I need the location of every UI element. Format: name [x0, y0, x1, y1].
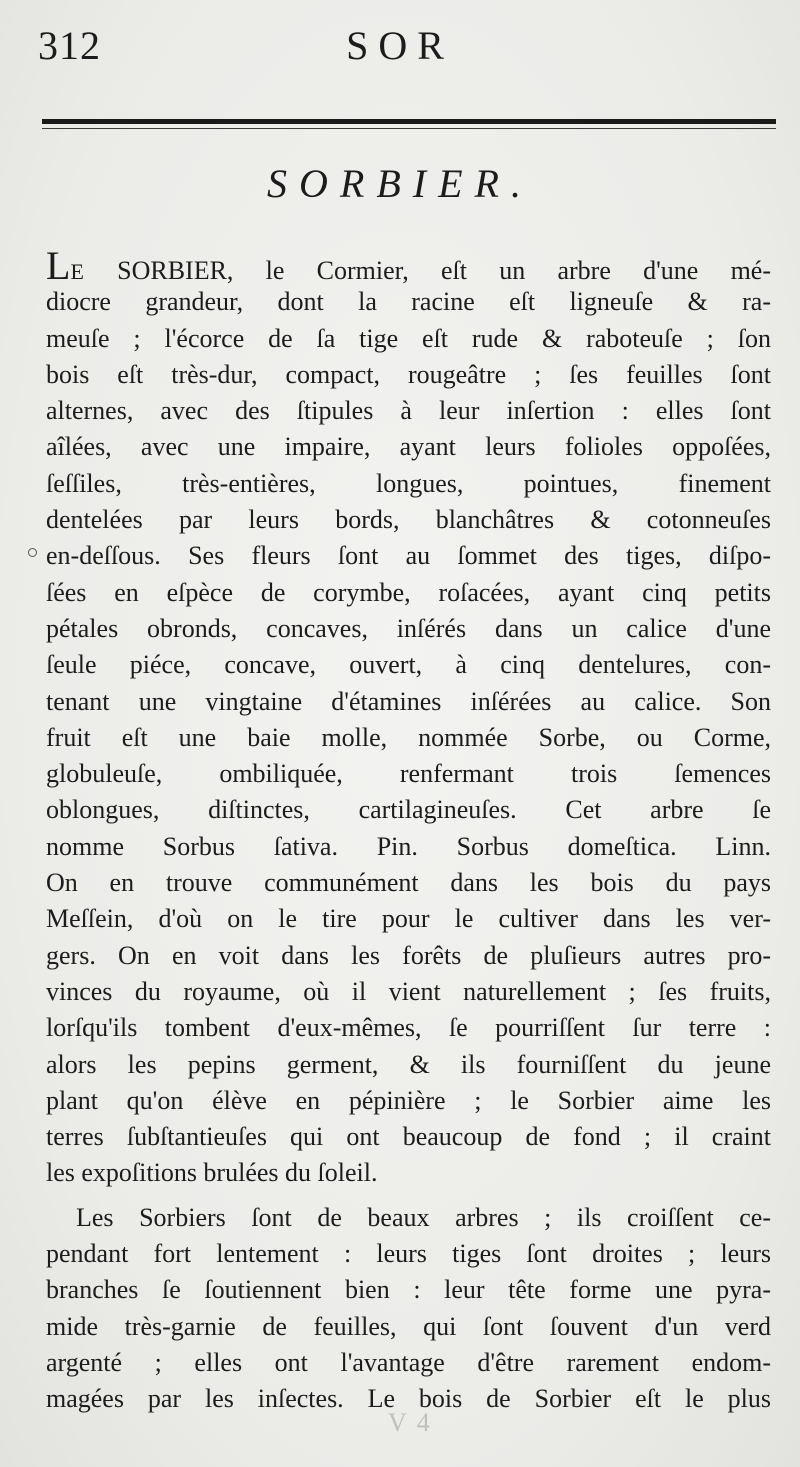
text-line: dentelées par leurs bords, blanchâtres & cotonneuſes — [46, 505, 771, 535]
signature-mark: V 4 — [388, 1408, 432, 1437]
header-rule-thick — [42, 119, 776, 124]
text-line: pétales obronds, concaves, inſérés dans un calice d'une — [46, 613, 771, 643]
paragraph-1 — [46, 248, 771, 1192]
text-line: Les Sorbiers ſont de beaux arbres ; ils croiſſent ce- — [76, 1202, 771, 1232]
text-line: nomme Sorbus ſativa. Pin. Sorbus domeſtica. Linn. — [46, 831, 771, 861]
text-line: magées par les inſectes. Le bois de Sorbier eſt le plus — [46, 1384, 771, 1414]
page-number: 312 — [38, 23, 101, 68]
drop-cap: L — [46, 248, 71, 285]
text-line: On en trouve communément dans les bois du pays — [46, 868, 771, 898]
small-cap: E — [70, 259, 85, 284]
text-line: plant qu'on élève en pépinière ; le Sorbier aime les — [46, 1085, 771, 1115]
text-line: en-deſſous. Ses fleurs ſont au ſommet des tiges, diſpo- — [46, 541, 771, 571]
text-line: diocre grandeur, dont la racine eſt ligneuſe & ra- — [46, 287, 771, 317]
text-line: bois eſt très-dur, compact, rougeâtre ; ſes feuilles ſont — [46, 359, 771, 389]
text-line: globuleuſe, ombiliquée, renfermant trois ſemences — [46, 759, 771, 789]
text-line: gers. On en voit dans les forêts de pluſieurs autres pro- — [46, 940, 771, 970]
text-line: alternes, avec des ſtipules à leur inſertion : elles ſont — [46, 396, 771, 426]
article-title: SORBIER. — [267, 161, 533, 206]
article-body — [46, 248, 771, 1418]
margin-mark — [28, 548, 37, 557]
text-line: Meſſein, d'où on le tire pour le cultiver dans les ver- — [46, 904, 771, 934]
text-line: les expoſitions brulées du ſoleil. — [46, 1158, 378, 1188]
text-line: tenant une vingtaine d'étamines inſérées au calice. Son — [46, 686, 771, 716]
running-head: SOR — [346, 23, 454, 68]
text-line: alors les pepins germent, & ils fourniſſent du jeune — [46, 1049, 771, 1079]
text-line: lorſqu'ils tombent d'eux-mêmes, ſe pourriſſent ſur terre : — [46, 1013, 771, 1043]
text-line: mide très-garnie de feuilles, qui ſont ſouvent d'un verd — [46, 1311, 771, 1341]
paragraph-2 — [46, 1200, 771, 1418]
text-line: ſeule piéce, concave, ouvert, à cinq dentelures, con- — [46, 650, 771, 680]
text-line: ſées en eſpèce de corymbe, roſacées, ayant cinq petits — [46, 577, 771, 607]
text-line: LE SORBIER, le Cormier, eſt un arbre d'une mé- — [46, 248, 771, 284]
text-line: argenté ; elles ont l'avantage d'être rarement endom- — [46, 1347, 771, 1377]
text-line: meuſe ; l'écorce de ſa tige eſt rude & raboteuſe ; ſon — [46, 323, 771, 353]
text-line: aîlées, avec une impaire, ayant leurs folioles oppoſées, — [46, 432, 771, 462]
paragraph-gap — [46, 1192, 771, 1200]
text-line: pendant fort lentement : leurs tiges ſont droites ; leurs — [46, 1239, 771, 1269]
text-line: terres ſubſtantieuſes qui ont beaucoup de fond ; il craint — [46, 1122, 771, 1152]
text-line: vinces du royaume, où il vient naturellement ; ſes fruits, — [46, 976, 771, 1006]
text-line: fruit eſt une baie molle, nommée Sorbe, ou Corme, — [46, 722, 771, 752]
text-line: oblongues, diſtinctes, cartilagineuſes. Cet arbre ſe — [46, 795, 771, 825]
text-line: ſeſſiles, très-entières, longues, pointues, finement — [46, 468, 771, 498]
text-line: branches ſe ſoutiennent bien : leur tête forme une pyra- — [46, 1275, 771, 1305]
header-rule-thin — [42, 128, 776, 129]
